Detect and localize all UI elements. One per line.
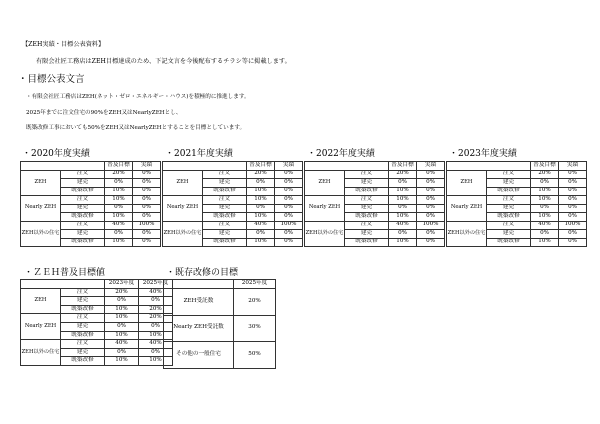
zeh-target-group-label: ZEH以外の住宅 bbox=[21, 340, 61, 366]
zeh-target-value-cell: 10% bbox=[105, 305, 139, 314]
result-2020-value-cell: 0% bbox=[105, 230, 133, 239]
result-2022-col-head: 普及目標 bbox=[389, 162, 417, 171]
zeh-target-col-head: 2025年度 bbox=[139, 280, 173, 289]
result-2021-row-label: 既築改修 bbox=[203, 238, 247, 247]
zeh-target-value-cell: 10% bbox=[105, 357, 139, 366]
result-2023-corner-cell bbox=[447, 162, 531, 171]
renovation-title: ・既存改修の目標 bbox=[166, 268, 239, 278]
zeh-target-value-cell: 40% bbox=[139, 288, 173, 297]
zeh-target-row-label: 既築改修 bbox=[61, 357, 105, 366]
result-2021-value-cell: 100% bbox=[275, 221, 303, 230]
body-line-3: 既築改修工事においても50%をZEH又はNearlyZEHとすることを目標としています。 bbox=[26, 125, 246, 131]
result-2022-value-cell: 10% bbox=[389, 187, 417, 196]
result-2021-value-cell: 0% bbox=[275, 187, 303, 196]
result-2023-title: ・2023年度実績 bbox=[449, 149, 517, 159]
result-2022-value-cell: 0% bbox=[389, 204, 417, 213]
result-2020-value-cell: 0% bbox=[133, 204, 161, 213]
zeh-target-value-cell: 10% bbox=[105, 331, 139, 340]
renovation-table bbox=[163, 279, 276, 369]
zeh-target-header-row bbox=[21, 280, 173, 289]
result-2023-row-label: 建売 bbox=[487, 179, 531, 188]
result-2022-table bbox=[304, 161, 445, 247]
zeh-target-row-label: 注文 bbox=[61, 340, 105, 349]
result-2020-header-row bbox=[21, 162, 161, 171]
result-2022-value-cell: 0% bbox=[417, 213, 445, 222]
result-2020-row-label: 既築改修 bbox=[61, 238, 105, 247]
result-2023-row-label: 既築改修 bbox=[487, 213, 531, 222]
result-2022-value-cell: 0% bbox=[417, 179, 445, 188]
result-2022-group-label: ZEH以外の住宅 bbox=[305, 221, 345, 247]
result-2021-row-label: 建売 bbox=[203, 230, 247, 239]
zeh-target-value-cell: 20% bbox=[139, 314, 173, 323]
result-2020-row-label: 建売 bbox=[61, 179, 105, 188]
result-2023-value-cell: 10% bbox=[531, 213, 559, 222]
result-2023-header-row bbox=[447, 162, 587, 171]
zeh-target-row-label: 注文 bbox=[61, 314, 105, 323]
result-2022-value-cell: 0% bbox=[417, 187, 445, 196]
zeh-target-value-cell: 0% bbox=[139, 348, 173, 357]
result-2022-row-label: 建売 bbox=[345, 204, 389, 213]
result-2021-value-cell: 0% bbox=[275, 170, 303, 179]
result-2022-row-label: 注文 bbox=[345, 221, 389, 230]
result-2021-col-head: 普及目標 bbox=[247, 162, 275, 171]
result-2023-row bbox=[447, 196, 587, 205]
result-2021-value-cell: 0% bbox=[247, 179, 275, 188]
result-2022-group-label: Nearly ZEH bbox=[305, 196, 345, 222]
body-line-1: ・有限会社匠工務店はZEH(ネット・ゼロ・エネルギー・ハウス)を積極的に推進します。 bbox=[26, 94, 250, 100]
result-2020-table bbox=[20, 161, 161, 247]
result-2023-row-label: 既築改修 bbox=[487, 238, 531, 247]
result-2020-value-cell: 10% bbox=[105, 187, 133, 196]
result-2020-value-cell: 10% bbox=[105, 238, 133, 247]
result-2021-row bbox=[163, 196, 303, 205]
result-2022-row-label: 既築改修 bbox=[345, 213, 389, 222]
result-2023-col-head: 普及目標 bbox=[531, 162, 559, 171]
renovation-col-head: 2025年度 bbox=[234, 280, 276, 289]
zeh-target-row-label: 建売 bbox=[61, 322, 105, 331]
result-2023-row-label: 注文 bbox=[487, 196, 531, 205]
result-2021-col-head: 実績 bbox=[275, 162, 303, 171]
result-2021-value-cell: 10% bbox=[247, 187, 275, 196]
result-2021-value-cell: 20% bbox=[247, 170, 275, 179]
zeh-target-value-cell: 10% bbox=[105, 314, 139, 323]
result-2023-value-cell: 20% bbox=[531, 170, 559, 179]
result-2020-row-label: 既築改修 bbox=[61, 213, 105, 222]
result-2023-value-cell: 10% bbox=[531, 187, 559, 196]
result-2023-row-label: 建売 bbox=[487, 230, 531, 239]
result-2023-value-cell: 0% bbox=[559, 204, 587, 213]
result-2023-value-cell: 10% bbox=[531, 196, 559, 205]
result-2020-value-cell: 0% bbox=[133, 179, 161, 188]
zeh-target-value-cell: 0% bbox=[139, 297, 173, 306]
result-2020-value-cell: 100% bbox=[133, 221, 161, 230]
result-2021-corner-cell bbox=[163, 162, 247, 171]
result-2022-value-cell: 10% bbox=[389, 238, 417, 247]
result-2021-row-label: 注文 bbox=[203, 196, 247, 205]
zeh-target-value-cell: 10% bbox=[139, 357, 173, 366]
result-2021-value-cell: 10% bbox=[247, 238, 275, 247]
result-2023-row-label: 注文 bbox=[487, 170, 531, 179]
result-2023-value-cell: 0% bbox=[559, 213, 587, 222]
result-2023-value-cell: 0% bbox=[531, 179, 559, 188]
renovation-header-row bbox=[164, 280, 276, 289]
result-2022-value-cell: 0% bbox=[417, 238, 445, 247]
result-2020-row-label: 既築改修 bbox=[61, 187, 105, 196]
result-2020-row-label: 建売 bbox=[61, 230, 105, 239]
result-2023-row bbox=[447, 221, 587, 230]
result-2023-table bbox=[446, 161, 587, 247]
result-2021-group-label: ZEH以外の住宅 bbox=[163, 221, 203, 247]
zeh-target-value-cell: 0% bbox=[139, 322, 173, 331]
zeh-target-group-label: ZEH bbox=[21, 288, 61, 314]
result-2022-value-cell: 0% bbox=[417, 196, 445, 205]
result-2020-group-label: ZEH以外の住宅 bbox=[21, 221, 61, 247]
result-2022-corner-cell bbox=[305, 162, 389, 171]
zeh-target-table bbox=[20, 279, 173, 366]
result-2022-value-cell: 0% bbox=[389, 230, 417, 239]
result-2023-group-label: ZEH bbox=[447, 170, 487, 196]
body-line-2: 2025年までに注文住宅の90%をZEH又はNearlyZEHとし、 bbox=[26, 110, 182, 116]
result-2021-value-cell: 0% bbox=[275, 230, 303, 239]
result-2021-value-cell: 0% bbox=[247, 230, 275, 239]
result-2023-value-cell: 0% bbox=[559, 170, 587, 179]
result-2022-row-label: 建売 bbox=[345, 230, 389, 239]
result-2021-group-label: ZEH bbox=[163, 170, 203, 196]
result-2020-value-cell: 20% bbox=[105, 170, 133, 179]
result-2022-value-cell: 100% bbox=[417, 221, 445, 230]
result-2022-value-cell: 0% bbox=[417, 170, 445, 179]
result-2021-header-row bbox=[163, 162, 303, 171]
result-2021-row-label: 既築改修 bbox=[203, 187, 247, 196]
result-2022-row-label: 既築改修 bbox=[345, 187, 389, 196]
renovation-row bbox=[164, 342, 276, 369]
result-2020-corner-cell bbox=[21, 162, 105, 171]
zeh-target-col-head: 2023年度 bbox=[105, 280, 139, 289]
renovation-value-cell: 30% bbox=[234, 315, 276, 342]
result-2023-value-cell: 0% bbox=[559, 196, 587, 205]
result-2020-value-cell: 0% bbox=[105, 204, 133, 213]
result-2020-row bbox=[21, 170, 161, 179]
zeh-target-value-cell: 40% bbox=[139, 340, 173, 349]
result-2023-group-label: Nearly ZEH bbox=[447, 196, 487, 222]
result-2021-row-label: 注文 bbox=[203, 170, 247, 179]
zeh-target-row-label: 注文 bbox=[61, 288, 105, 297]
result-2023-value-cell: 0% bbox=[559, 230, 587, 239]
result-2023-row-label: 既築改修 bbox=[487, 187, 531, 196]
result-2022-title: ・2022年度実績 bbox=[307, 149, 375, 159]
result-2021-value-cell: 0% bbox=[247, 204, 275, 213]
zeh-target-value-cell: 0% bbox=[105, 348, 139, 357]
result-2020-value-cell: 0% bbox=[105, 179, 133, 188]
result-2021-title: ・2021年度実績 bbox=[165, 149, 233, 159]
result-2020-row-label: 注文 bbox=[61, 170, 105, 179]
result-2021-row-label: 建売 bbox=[203, 204, 247, 213]
zeh-target-row-label: 既築改修 bbox=[61, 331, 105, 340]
result-2020-value-cell: 0% bbox=[133, 187, 161, 196]
result-2022-row bbox=[305, 221, 445, 230]
result-2022-row bbox=[305, 196, 445, 205]
result-2021-row bbox=[163, 221, 303, 230]
result-2020-value-cell: 40% bbox=[105, 221, 133, 230]
doc-intro: 有限会社匠工務店はZEH目標達成のため、下記文言を今後配布するチラシ等に掲載します。 bbox=[36, 58, 291, 65]
zeh-target-row bbox=[21, 340, 173, 349]
section-title: ・目標公表文言 bbox=[18, 74, 85, 85]
result-2021-row bbox=[163, 170, 303, 179]
result-2021-group-label: Nearly ZEH bbox=[163, 196, 203, 222]
zeh-target-value-cell: 0% bbox=[105, 322, 139, 331]
zeh-target-corner-cell bbox=[21, 280, 105, 289]
result-2022-value-cell: 0% bbox=[417, 204, 445, 213]
zeh-target-row-label: 建売 bbox=[61, 348, 105, 357]
result-2022-col-head: 実績 bbox=[417, 162, 445, 171]
result-2020-value-cell: 0% bbox=[133, 230, 161, 239]
result-2021-value-cell: 0% bbox=[275, 238, 303, 247]
result-2020-group-label: Nearly ZEH bbox=[21, 196, 61, 222]
result-2021-value-cell: 10% bbox=[247, 196, 275, 205]
result-2023-row-label: 注文 bbox=[487, 221, 531, 230]
result-2020-group-label: ZEH bbox=[21, 170, 61, 196]
result-2020-col-head: 実績 bbox=[133, 162, 161, 171]
renovation-row-label: その他の一般住宅 bbox=[164, 342, 234, 369]
result-2022-value-cell: 10% bbox=[389, 213, 417, 222]
result-2020-row bbox=[21, 196, 161, 205]
result-2021-row-label: 建売 bbox=[203, 179, 247, 188]
zeh-target-value-cell: 20% bbox=[139, 305, 173, 314]
result-2022-value-cell: 20% bbox=[389, 170, 417, 179]
renovation-corner-cell bbox=[164, 280, 234, 289]
result-2023-value-cell: 40% bbox=[531, 221, 559, 230]
result-2020-value-cell: 0% bbox=[133, 170, 161, 179]
result-2020-row bbox=[21, 221, 161, 230]
zeh-target-value-cell: 20% bbox=[105, 288, 139, 297]
result-2023-row bbox=[447, 170, 587, 179]
result-2020-row-label: 注文 bbox=[61, 196, 105, 205]
result-2023-group-label: ZEH以外の住宅 bbox=[447, 221, 487, 247]
result-2021-row-label: 既築改修 bbox=[203, 213, 247, 222]
result-2022-row-label: 建売 bbox=[345, 179, 389, 188]
result-2021-table bbox=[162, 161, 303, 247]
result-2021-row-label: 注文 bbox=[203, 221, 247, 230]
result-2023-value-cell: 0% bbox=[559, 179, 587, 188]
result-2022-value-cell: 0% bbox=[417, 230, 445, 239]
renovation-value-cell: 50% bbox=[234, 342, 276, 369]
renovation-row-label: ZEH受託数 bbox=[164, 289, 234, 316]
result-2023-value-cell: 0% bbox=[531, 230, 559, 239]
zeh-target-value-cell: 10% bbox=[139, 331, 173, 340]
result-2020-row-label: 建売 bbox=[61, 204, 105, 213]
zeh-target-row bbox=[21, 314, 173, 323]
result-2021-value-cell: 40% bbox=[247, 221, 275, 230]
result-2023-value-cell: 100% bbox=[559, 221, 587, 230]
result-2022-row bbox=[305, 170, 445, 179]
result-2021-value-cell: 10% bbox=[247, 213, 275, 222]
result-2022-row-label: 注文 bbox=[345, 170, 389, 179]
zeh-target-row bbox=[21, 288, 173, 297]
result-2022-row-label: 既築改修 bbox=[345, 238, 389, 247]
result-2022-group-label: ZEH bbox=[305, 170, 345, 196]
zeh-target-value-cell: 40% bbox=[105, 340, 139, 349]
zeh-target-row-label: 既築改修 bbox=[61, 305, 105, 314]
result-2021-value-cell: 0% bbox=[275, 179, 303, 188]
doc-header: 【ZEH実績・目標公表資料】 bbox=[22, 41, 105, 48]
result-2023-value-cell: 0% bbox=[559, 187, 587, 196]
zeh-target-row-label: 建売 bbox=[61, 297, 105, 306]
result-2021-value-cell: 0% bbox=[275, 196, 303, 205]
result-2022-value-cell: 40% bbox=[389, 221, 417, 230]
result-2020-value-cell: 0% bbox=[133, 213, 161, 222]
result-2020-row-label: 注文 bbox=[61, 221, 105, 230]
result-2023-col-head: 実績 bbox=[559, 162, 587, 171]
result-2020-value-cell: 10% bbox=[105, 213, 133, 222]
result-2022-header-row bbox=[305, 162, 445, 171]
result-2021-value-cell: 0% bbox=[275, 213, 303, 222]
result-2022-value-cell: 0% bbox=[389, 179, 417, 188]
result-2020-value-cell: 0% bbox=[133, 196, 161, 205]
result-2020-value-cell: 10% bbox=[105, 196, 133, 205]
result-2020-title: ・2020年度実績 bbox=[22, 149, 90, 159]
zeh-target-group-label: Nearly ZEH bbox=[21, 314, 61, 340]
result-2021-value-cell: 0% bbox=[275, 204, 303, 213]
result-2022-value-cell: 10% bbox=[389, 196, 417, 205]
renovation-row bbox=[164, 289, 276, 316]
result-2023-value-cell: 0% bbox=[531, 204, 559, 213]
zeh-target-value-cell: 0% bbox=[105, 297, 139, 306]
result-2023-value-cell: 0% bbox=[559, 238, 587, 247]
result-2020-col-head: 普及目標 bbox=[105, 162, 133, 171]
result-2022-row-label: 注文 bbox=[345, 196, 389, 205]
result-2023-value-cell: 10% bbox=[531, 238, 559, 247]
result-2020-value-cell: 0% bbox=[133, 238, 161, 247]
renovation-row bbox=[164, 315, 276, 342]
renovation-row-label: Nearly ZEH受託数 bbox=[164, 315, 234, 342]
result-2023-row-label: 建売 bbox=[487, 204, 531, 213]
zeh-target-title: ・ＺＥＨ普及目標値 bbox=[24, 268, 106, 278]
renovation-value-cell: 20% bbox=[234, 289, 276, 316]
